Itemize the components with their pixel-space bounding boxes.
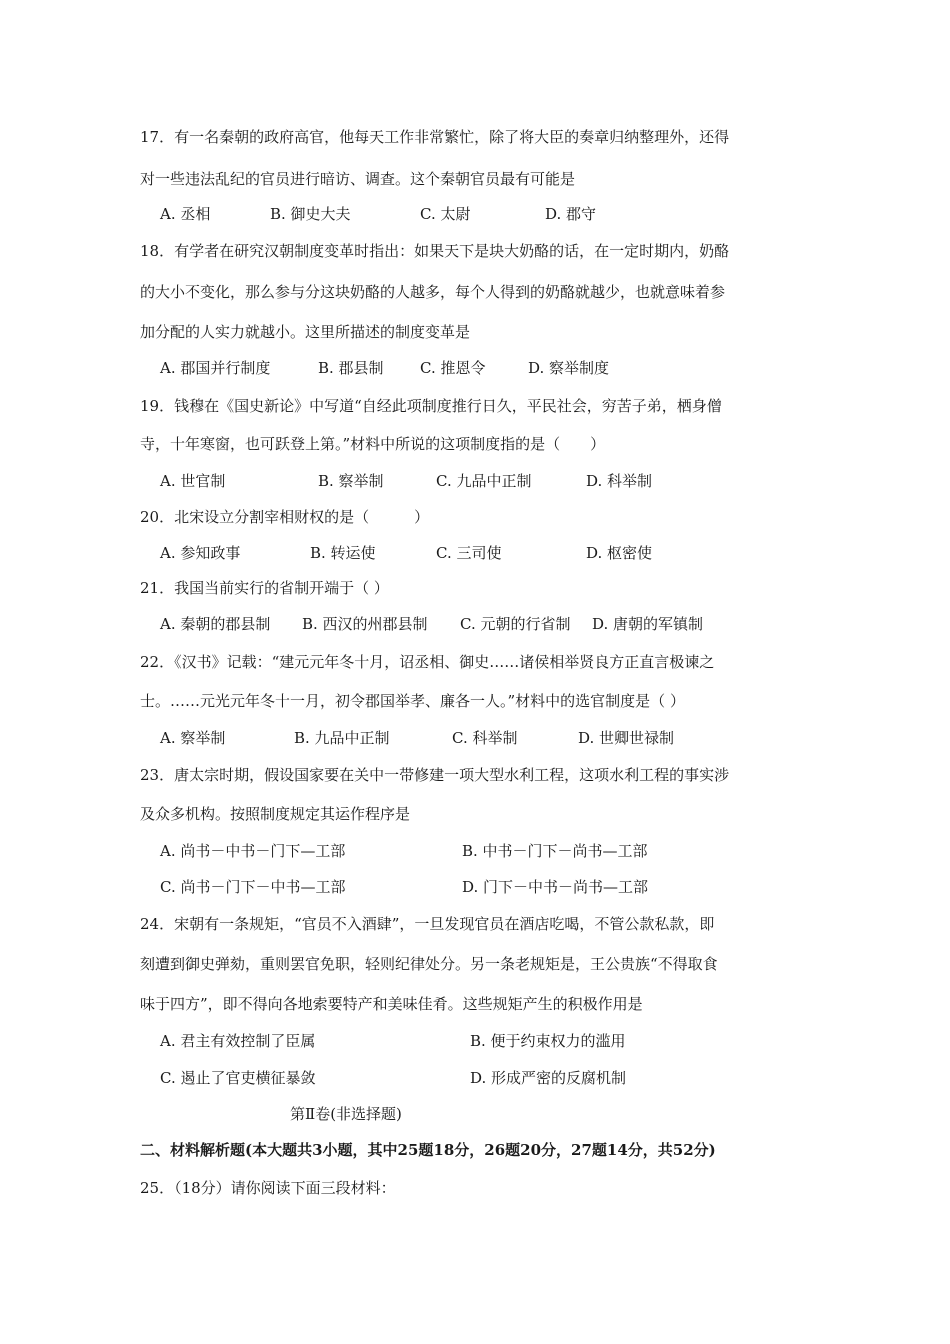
- q21-option-a: A. 秦朝的郡县制: [160, 615, 271, 633]
- q18-option-d: D. 察举制度: [528, 359, 610, 377]
- question-24-line-3: 味于四方”，即不得向各地索要特产和美味佳肴。这些规矩产生的积极作用是: [140, 995, 643, 1013]
- q21-option-b: B. 西汉的州郡县制: [302, 615, 428, 633]
- question-18-line-2: 的大小不变化，那么参与分这块奶酪的人越多，每个人得到的奶酪就越少，也就意味着参: [140, 283, 726, 301]
- question-24-line-1: 24．宋朝有一条规矩，“官员不入酒肆”，一旦发现官员在酒店吃喝，不管公款私款，即: [140, 915, 715, 933]
- q17-option-c: C. 太尉: [420, 205, 471, 223]
- q24-option-a: A. 君主有效控制了臣属: [160, 1032, 316, 1050]
- q20-option-d: D. 枢密使: [586, 544, 653, 562]
- q22-option-b: B. 九品中正制: [294, 729, 390, 747]
- q21-option-d: D. 唐朝的军镇制: [592, 615, 704, 633]
- question-23-line-1: 23．唐太宗时期，假设国家要在关中一带修建一项大型水利工程，这项水利工程的事实涉: [140, 766, 730, 784]
- q23-option-b: B. 中书－门下－尚书—工部: [462, 842, 648, 860]
- question-18-line-3: 加分配的人实力就越小。这里所描述的制度变革是: [140, 323, 471, 341]
- volume-title: 第Ⅱ卷(非选择题): [290, 1105, 402, 1123]
- q24-option-b: B. 便于约束权力的滥用: [470, 1032, 626, 1050]
- q24-option-c: C. 遏止了官吏横征暴敛: [160, 1069, 316, 1087]
- question-17-line-1: 17．有一名秦朝的政府高官，他每天工作非常繁忙，除了将大臣的奏章归纳整理外，还得: [140, 128, 730, 146]
- question-20-line-1: 20．北宋设立分割宰相财权的是（ ）: [140, 508, 430, 526]
- q21-option-c: C. 元朝的行省制: [460, 615, 571, 633]
- q20-option-c: C. 三司使: [436, 544, 502, 562]
- question-18-line-1: 18．有学者在研究汉朝制度变革时指出：如果天下是块大奶酪的话，在一定时期内，奶酪: [140, 242, 730, 260]
- q18-option-b: B. 郡县制: [318, 359, 384, 377]
- question-21-line-1: 21．我国当前实行的省制开端于（ ）: [140, 579, 389, 597]
- q22-option-a: A. 察举制: [160, 729, 226, 747]
- question-19-line-1: 19．钱穆在《国史新论》中写道“自经此项制度推行日久，平民社会，穷苦子弟，栖身僧: [140, 397, 722, 415]
- question-17-line-2: 对一些违法乱纪的官员进行暗访、调查。这个秦朝官员最有可能是: [140, 170, 576, 188]
- q19-option-d: D. 科举制: [586, 472, 653, 490]
- q20-option-a: A. 参知政事: [160, 544, 241, 562]
- q19-option-c: C. 九品中正制: [436, 472, 532, 490]
- q19-option-a: A. 世官制: [160, 472, 226, 490]
- q24-option-d: D. 形成严密的反腐机制: [470, 1069, 627, 1087]
- q20-option-b: B. 转运使: [310, 544, 376, 562]
- q17-option-d: D. 郡守: [545, 205, 597, 223]
- q18-option-c: C. 推恩令: [420, 359, 486, 377]
- question-22-line-2: 士。……元光元年冬十一月，初令郡国举孝、廉各一人。”材料中的选官制度是（ ）: [140, 692, 685, 710]
- q22-option-c: C. 科举制: [452, 729, 518, 747]
- q23-option-d: D. 门下－中书－尚书—工部: [462, 878, 649, 896]
- question-23-line-2: 及众多机构。按照制度规定其运作程序是: [140, 805, 411, 823]
- q18-option-a: A. 郡国并行制度: [160, 359, 271, 377]
- q17-option-b: B. 御史大夫: [270, 205, 351, 223]
- question-19-line-2: 寺，十年寒窗，也可跃登上第。”材料中所说的这项制度指的是（ ）: [140, 435, 606, 453]
- q19-option-b: B. 察举制: [318, 472, 384, 490]
- section-title: 二、材料解析题(本大题共3小题，其中25题18分，26题20分，27题14分，共52分): [140, 1141, 716, 1159]
- question-25-intro: 25．（18分）请你阅读下面三段材料：: [140, 1179, 396, 1197]
- q23-option-c: C. 尚书－门下－中书—工部: [160, 878, 346, 896]
- q17-option-a: A. 丞相: [160, 205, 211, 223]
- q22-option-d: D. 世卿世禄制: [578, 729, 675, 747]
- question-24-line-2: 刻遭到御史弹劾，重则罢官免职，轻则纪律处分。另一条老规矩是，王公贵族“不得取食: [140, 955, 718, 973]
- q23-option-a: A. 尚书－中书－门下—工部: [160, 842, 346, 860]
- question-22-line-1: 22．《汉书》记载：“建元元年冬十月，诏丞相、御史……诸侯相举贤良方正直言极谏之: [140, 653, 715, 671]
